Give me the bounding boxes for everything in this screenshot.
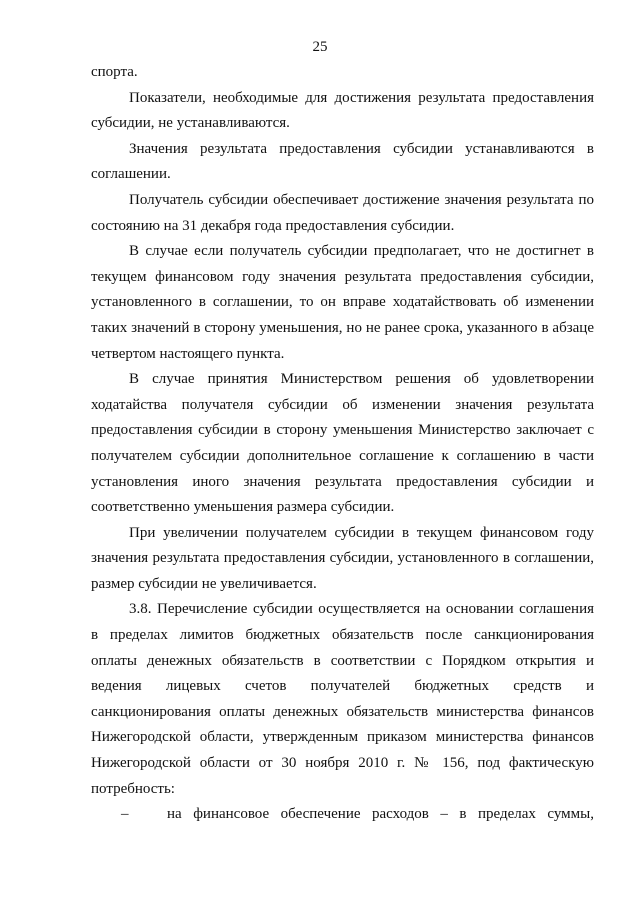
list-dash: – — [121, 806, 129, 823]
paragraph-ministry-decision: В случае принятия Министерством решения об удовлетворении ходатайства получателя субсидии об изменении значения результата предоставления субсидии в сторону уменьшения Министерство заключает с получателем субсидии дополнительное соглашение к соглашению в части установления иного значения результата предоставления субсидии и соответственно уменьшения размера субсидии. — [91, 371, 594, 516]
list-item — [91, 802, 594, 828]
document-body — [91, 60, 594, 828]
page-number: 25 — [312, 39, 328, 55]
paragraph-section-3-8: 3.8. Перечисление субсидии осуществляется на основании соглашения в пределах лимитов бюджетных обязательств после санкционирования оплаты денежных обязательств в соответствии с Порядком открытия и ведения лицевых счетов получателей бюджетных средств и санкционирования оплаты денежных обязательств министерства финансов Нижегородской области, утвержденным приказом министерства финансов Нижегородской области от 30 ноября 2010 г. № 156, под фактическую потребность: — [91, 601, 594, 797]
paragraph-reduction-request: В случае если получатель субсидии предполагает, что не достигнет в текущем финансовом году значения результата предоставления субсидии, установленного в соглашении, то он вправе ходатайствовать об изменении таких значений в сторону уменьшения, но не ранее срока, указанного в абзаце четвертом настоящего пункта. — [91, 243, 594, 362]
paragraph-increase: При увеличении получателем субсидии в текущем финансовом году значения результата предоставления субсидии, установленного в соглашении, размер субсидии не увеличивается. — [91, 524, 594, 592]
paragraph-indicators: Показатели, необходимые для достижения результата предоставления субсидии, не устанавливаются. — [91, 89, 594, 132]
list-item-text: на финансовое обеспечение расходов – в пределах суммы, — [167, 806, 594, 823]
paragraph-result-values: Значения результата предоставления субсидии устанавливаются в соглашении. — [91, 140, 594, 183]
paragraph-continuation: спорта. — [91, 64, 138, 80]
paragraph-result-deadline: Получатель субсидии обеспечивает достижение значения результата по состоянию на 31 декабря года предоставления субсидии. — [91, 191, 594, 234]
